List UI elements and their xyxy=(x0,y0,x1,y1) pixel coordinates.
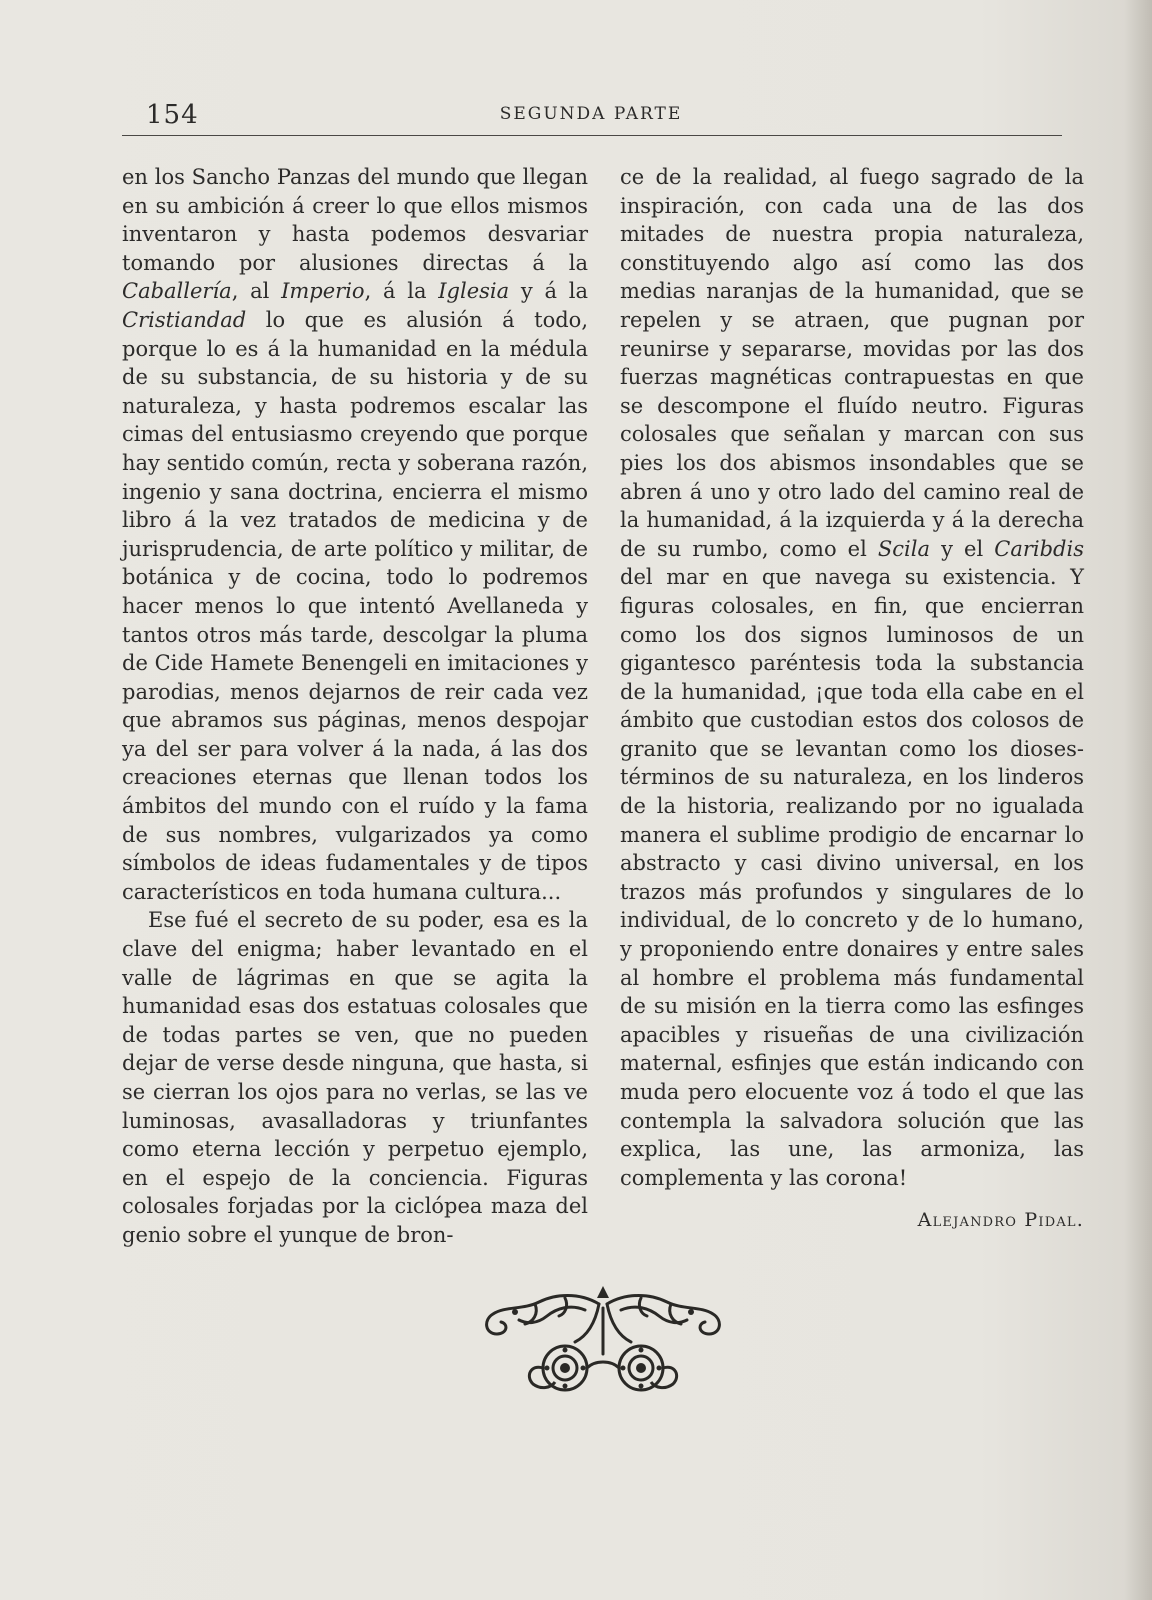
running-head: SEGUNDA PARTE xyxy=(499,104,683,124)
right-column xyxy=(620,163,1084,1235)
paragraph xyxy=(122,163,588,906)
italic-term: Scila xyxy=(877,536,931,561)
text-run: en los Sancho Panzas del mundo que llegan en su ambición á creer lo que ellos mismos inventaron y hasta podemos desvariar tomando por alusiones directas á la xyxy=(122,165,588,275)
paragraph: Ese fué el secreto de su poder, esa es la clave del enigma; haber levantado en el valle de lágrimas en que se agita la humanidad esas dos estatuas colosales que de todas partes se ven, que no pueden dejar de verse desde ninguna, que hasta, si se cierran los ojos para no verlas, se las ve luminosas, avasalladoras y triunfantes como eterna lección y perpetuo ejemplo, en el espejo de la conciencia. Figuras colosales forjadas por la ciclópea maza del genio sobre el yunque de bron- xyxy=(122,908,588,1247)
page-header xyxy=(122,96,1060,136)
page-number: 154 xyxy=(146,100,199,130)
text-run: del mar en que navega su existencia. Y figuras colosales, en fin, que encierran como los dos signos luminosos de un gigantesco paréntesis toda la substancia de la humanidad, ¡que toda ella cabe en el ámbito que custodian estos dos colosos de granito que se levantan como los dioses-términos de su naturaleza, en los linderos de la historia, realizando por no igualada manera el sublime prodigio de encarnar lo abstracto y casi divino universal, en los trazos más profundos y singulares de lo individual, de lo concreto y de lo humano, y proponiendo entre donaires y entre sales al hombre el problema más fundamental de su misión en la tierra como las esfinges apacibles y risueñas de una civilización maternal, esfinjes que están indicando con muda pero elocuente voz á todo el que las contempla la salvadora solución que las explica, las une, las armoniza, las complementa y las corona! xyxy=(620,565,1084,1190)
paragraph xyxy=(620,163,1084,1192)
text-run: , á la xyxy=(364,279,439,304)
text-run: y el xyxy=(930,536,995,561)
left-column xyxy=(122,163,588,1250)
acanthus-tailpiece-icon xyxy=(475,1284,731,1396)
text-run: , al xyxy=(231,279,282,304)
text-run: lo que es alusión á todo, porque lo es á la humanidad en la médula de su substancia, de su historia y de su naturaleza, y hasta podremos escalar las cimas del entusiasmo creyendo que porque hay sentido común, recta y soberana razón, ingenio y sana doctrina, encierra el mismo libro á la vez tratados de medicina y de jurisprudencia, de arte político y militar, de botánica y de cocina, todo lo podremos hacer menos lo que intentó Avellaneda y tantos otros más tarde, descolgar la pluma de Cide Hamete Benengeli en imitaciones y parodias, menos dejarnos de reir cada vez que abramos sus páginas, menos despojar ya del ser para volver á la nada, á las dos creaciones eternas que llenan todos los ámbitos del mundo con el ruído y la fama de sus nombres, vulgarizados ya como símbolos de ideas fudamentales y de tipos característicos en toda humana cultura... xyxy=(122,307,588,904)
italic-term: Caribdis xyxy=(994,536,1084,561)
italic-term: Imperio xyxy=(281,279,365,304)
header-rule xyxy=(122,135,1062,136)
italic-term: Iglesia xyxy=(438,279,510,304)
text-run: y á la xyxy=(509,279,589,304)
author-signature: Alejandro Pidal. xyxy=(917,1209,1084,1232)
italic-term: Cristiandad xyxy=(122,307,247,332)
text-run: ce de la realidad, al fuego sagrado de la inspiración, con cada una de las dos mitades de nuestra propia naturaleza, constituyendo algo así como las dos medias naranjas de la humanidad, que se repelen y se atraen, que pugnan por reunirse y separarse, movidas por las dos fuerzas magnéticas contrapuestas en que se descompone el fluído neutro. Figuras colosales que señalan y marcan con sus pies los dos abismos insondables que se abren á uno y otro lado del camino real de la humanidad, á la izquierda y á la derecha de su rumbo, como el xyxy=(620,165,1084,561)
italic-term: Caballería xyxy=(122,279,232,304)
page-edge-shadow xyxy=(1124,0,1152,1600)
